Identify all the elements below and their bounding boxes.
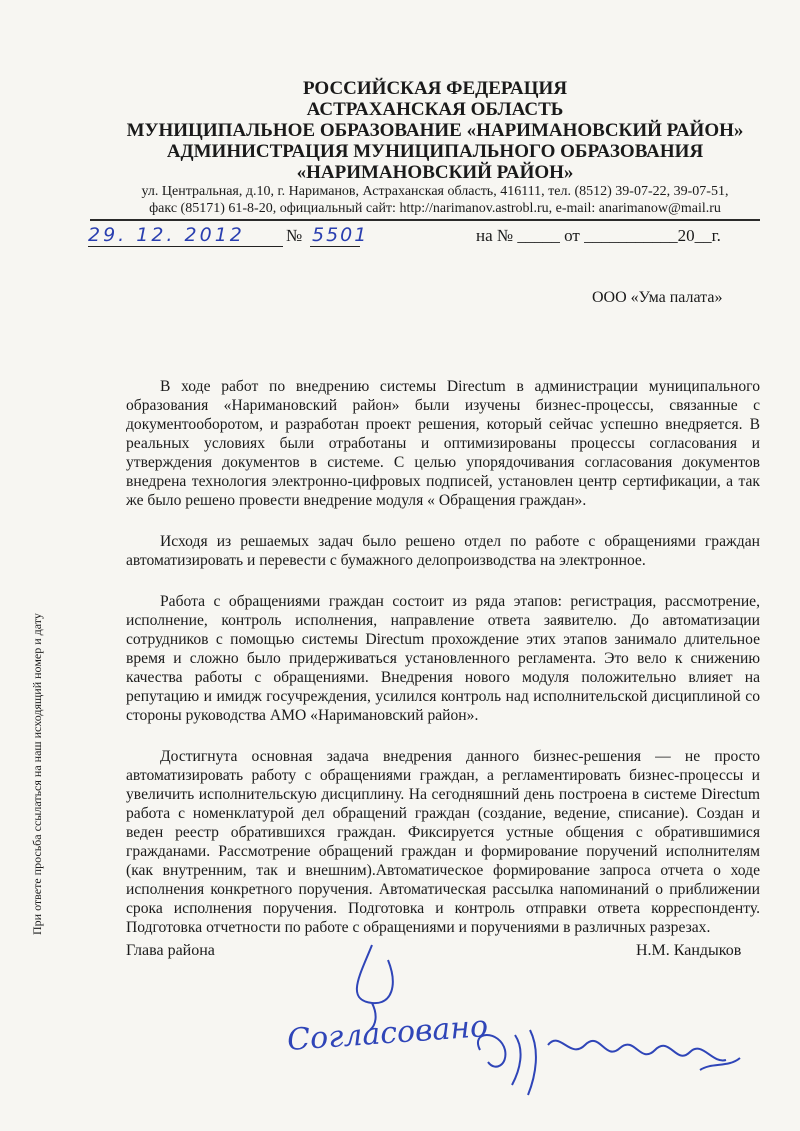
number-underline bbox=[310, 246, 360, 247]
handwritten-number: 5501 bbox=[312, 224, 369, 246]
letterhead bbox=[60, 78, 800, 183]
contact-details bbox=[60, 183, 800, 217]
date-underline bbox=[88, 246, 283, 247]
recipient: ООО «Ума палата» bbox=[592, 289, 723, 306]
header-region: АСТРАХАНСКАЯ ОБЛАСТЬ bbox=[306, 99, 564, 120]
header-administration: АДМИНИСТРАЦИЯ МУНИЦИПАЛЬНОГО ОБРАЗОВАНИЯ bbox=[166, 141, 704, 162]
header-district: «НАРИМАНОВСКИЙ РАЙОН» bbox=[296, 162, 574, 183]
signatory-name: Н.М. Кандыков bbox=[636, 942, 742, 959]
side-note: При ответе просьба ссылаться на наш исходящий номер и дату bbox=[30, 613, 44, 935]
approval-note: Согласовано bbox=[286, 1009, 490, 1058]
contact-line-web: факс (85171) 61-8-20, официальный сайт: http://narimanov.astrobl.ru, e-mail: anarimanow@mail.ru bbox=[149, 201, 721, 216]
paragraph: Достигнута основная задача внедрения данного бизнес-решения — не просто автоматизировать работу с обращениями граждан, а регламентировать бизнес-процессы и увеличить исполнительскую дисциплину. На сегодняшний день построена в системе Directum работа с номенклатурой дел обращений граждан (создание, ведение, списание). Создан и веден реестр обратившихся граждан. Фиксируется устные общения с обратившимися гражданами. Рассмотрение обращений граждан и формирование поручений исполнителям (как внутренним, так и внешним).Автоматическое формирование запроса отчета о ходе исполнения конкретного поручения. Автоматическая рассылка напоминаний о приближении срока исполнения поручения. Подготовка и контроль отправки ответа корреспонденту. Подготовка отчетности по работе с обращениями и поручениями в различных разрезах. bbox=[126, 748, 760, 936]
reply-reference: на № _____ от ___________20__г. bbox=[476, 226, 721, 245]
handwritten-date: 29. 12. 2012 bbox=[88, 224, 245, 246]
registration-line bbox=[88, 224, 768, 250]
header-divider bbox=[90, 219, 760, 221]
letter-body bbox=[126, 377, 760, 959]
header-municipality: МУНИЦИПАЛЬНОЕ ОБРАЗОВАНИЕ «НАРИМАНОВСКИЙ РАЙОН» bbox=[126, 120, 744, 141]
paragraph: В ходе работ по внедрению системы Directum в администрации муниципального образования «Наримановский район» были изучены бизнес-процессы, связанные с документооборотом, и разработан проект решения, который сейчас успешно внедряется. В реальных условиях были отработаны и оптимизированы процессы согласования и утверждения документов в системе. С целью упорядочивания согласования документов внедрена технология электронно-цифровых подписей, установлен центр сертификации, а так же было решено провести внедрение модуля « Обращения граждан». bbox=[126, 378, 760, 509]
signatory-position: Глава района bbox=[126, 942, 215, 959]
paragraph: Исходя из решаемых задач было решено отдел по работе с обращениями граждан автоматизировать и перевести с бумажного делопроизводства на электронное. bbox=[126, 533, 760, 569]
contact-line-address: ул. Центральная, д.10, г. Нариманов, Астраханская область, 416111, тел. (8512) 39-07-22, 39-07-51, bbox=[141, 184, 729, 199]
paragraph: Работа с обращениями граждан состоит из ряда этапов: регистрация, рассмотрение, исполнение, контроль исполнения, направление ответа заявителю. До автоматизации сотрудников с помощью системы Directum прохождение этих этапов занимало длительное время и сложно было придерживаться установленного регламента. Это вело к снижению качества работы с обращениями. Внедрения нового модуля положительно влияет на репутацию и имидж госучреждения, усилился контроль над исполнительской дисциплиной со стороны руководства АМО «Наримановский район». bbox=[126, 593, 760, 724]
number-label: № bbox=[286, 226, 303, 245]
approver-surname bbox=[548, 1041, 740, 1070]
header-country: РОССИЙСКАЯ ФЕДЕРАЦИЯ bbox=[302, 78, 568, 99]
